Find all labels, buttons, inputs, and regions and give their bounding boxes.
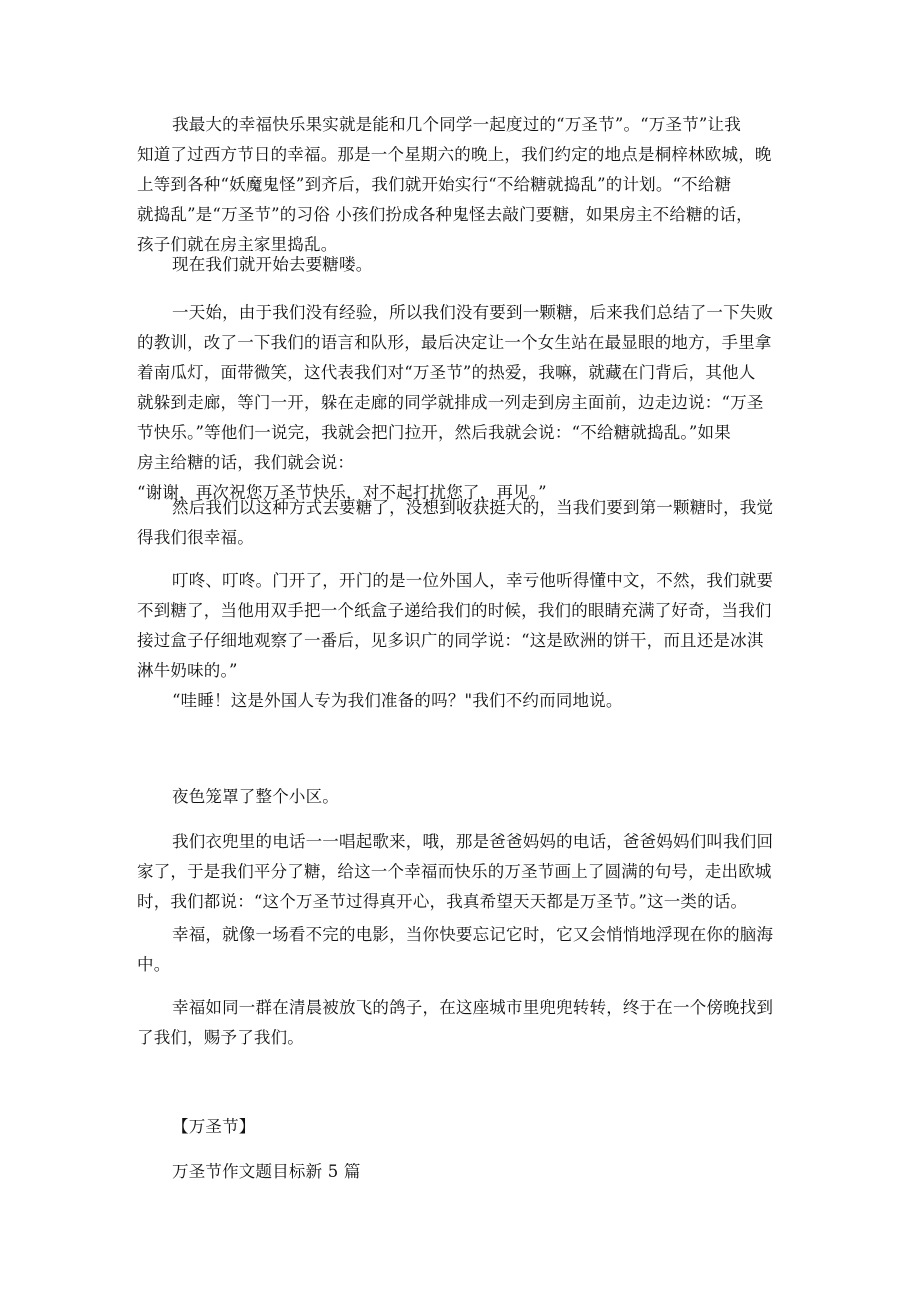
paragraph-line: 了我们，赐予了我们。 bbox=[137, 1028, 304, 1047]
paragraph-line: “谢谢，再次祝您万圣节快乐，对不起打扰您了，再见。” bbox=[137, 483, 547, 502]
paragraph-line: 夜色笼罩了整个小区。 bbox=[172, 787, 339, 806]
paragraph-line: 不到糖了，当他用双手把一个纸盒子递给我们的时候，我们的眼睛充满了好奇，当我们 bbox=[137, 601, 772, 620]
paragraph-line: 就捣乱”是“万圣节”的习俗 小孩们扮成各种鬼怪去敲门要糖，如果房主不给糖的话， bbox=[137, 205, 753, 224]
paragraph-line: 我们衣兜里的电话一一唱起歌来，哦，那是爸爸妈妈的电话，爸爸妈妈们叫我们回 bbox=[172, 832, 774, 851]
paragraph-line: 的教训，改了一下我们的语言和队形，最后决定让一个女生站在最显眼的地方，手里拿 bbox=[137, 333, 772, 352]
paragraph-line: 叮咚、叮咚。门开了，开门的是一位外国人，幸亏他听得懂中文，不然，我们就要 bbox=[172, 571, 774, 590]
paragraph-line: 淋牛奶味的。” bbox=[137, 661, 238, 680]
paragraph-6 bbox=[172, 686, 623, 716]
paragraph-line: 着南瓜灯，面带微笑，这代表我们对“万圣节”的热爱，我嘛，就藏在门背后，其他人 bbox=[137, 363, 756, 382]
paragraph-10 bbox=[137, 993, 773, 1053]
paragraph-line: 时，我们都说：“这个万圣节过得真开心，我真希望天天都是万圣节。”这一类的话。 bbox=[137, 892, 748, 911]
paragraph-line: 就躲到走廊，等门一开，躲在走廊的同学就排成一列走到房主面前，边走边说：“万圣 bbox=[137, 393, 764, 412]
paragraph-5 bbox=[137, 566, 773, 686]
section-tag-text: 【万圣节】 bbox=[172, 1117, 256, 1136]
paragraph-line: 接过盒子仔细地观察了一番后，见多识广的同学说：“这是欧洲的饼干，而且还是冰淇 bbox=[137, 631, 764, 650]
article-title bbox=[172, 1157, 361, 1187]
paragraph-7 bbox=[172, 782, 339, 812]
section-tag bbox=[172, 1112, 256, 1142]
paragraph-4 bbox=[137, 493, 773, 553]
paragraph-line: “哇睡！这是外国人专为我们准备的吗？"我们不约而同地说。 bbox=[172, 691, 623, 710]
paragraph-line: 幸福如同一群在清晨被放飞的鸽子，在这座城市里兜兜转转，终于在一个傍晚找到 bbox=[172, 998, 774, 1017]
paragraph-2 bbox=[172, 250, 372, 280]
paragraph-line: 知道了过西方节日的幸福。那是一个星期六的晚上，我们约定的地点是桐梓林欧城，晚 bbox=[137, 145, 772, 164]
paragraph-9 bbox=[137, 920, 773, 980]
paragraph-line: 一天始，由于我们没有经验，所以我们没有要到一颗糖，后来我们总结了一下失败 bbox=[172, 303, 774, 322]
paragraph-line: 得我们很幸福。 bbox=[137, 528, 254, 547]
article-title-text: 万圣节作文题目标新 5 篇 bbox=[172, 1162, 361, 1181]
paragraph-line: 上等到各种“妖魔鬼怪”到齐后，我们就开始实行“不给糖就捣乱”的计划。“不给糖 bbox=[137, 175, 732, 194]
paragraph-8 bbox=[137, 827, 773, 917]
paragraph-line: 现在我们就开始去要糖喽。 bbox=[172, 255, 373, 274]
paragraph-1 bbox=[137, 110, 772, 260]
paragraph-line: 家了，于是我们平分了糖，给这一个幸福而快乐的万圣节画上了圆满的句号，走出欧城 bbox=[137, 862, 772, 881]
paragraph-line: 中。 bbox=[137, 955, 171, 974]
paragraph-3 bbox=[137, 298, 773, 508]
paragraph-line: 然后我们以这种方式去要糖了，没想到收获挺大的，当我们要到第一颗糖时，我觉 bbox=[172, 498, 774, 517]
paragraph-line: 我最大的幸福快乐果实就是能和几个同学一起度过的“万圣节”。“万圣节”让我 bbox=[172, 115, 741, 134]
paragraph-line: 房主给糖的话，我们就会说： bbox=[137, 453, 355, 472]
paragraph-line: 孩子们就在房主家里捣乱。 bbox=[137, 235, 338, 254]
paragraph-line: 幸福，就像一场看不完的电影，当你快要忘记它时，它又会悄悄地浮现在你的脑海 bbox=[172, 925, 774, 944]
paragraph-line: 节快乐。”等他们一说完，我就会把门拉开，然后我就会说：“不给糖就捣乱。”如果 bbox=[137, 423, 731, 442]
